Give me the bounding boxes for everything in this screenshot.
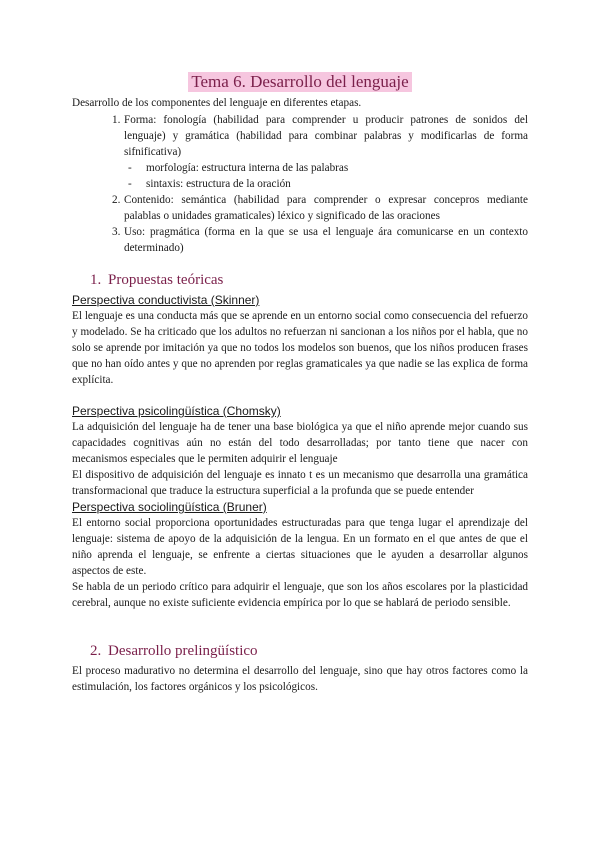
component-text: Forma: fonología (habilidad para comprender u producir patrones de sonidos del lenguaje) y gramática (habilidad para combinar palabras y modificarlas de forma sifnificativa) [124, 114, 528, 158]
list-number: 2. [112, 194, 121, 206]
component-text: Contenido: semántica (habilidad para comprender o expresar concepros mediante palablas o unidades gramaticales) léxico y significado de las oraciones [124, 194, 528, 222]
section-title: Propuestas teóricas [108, 272, 224, 288]
component-item-form [72, 112, 528, 192]
paragraph-bruner-2: Se habla de un periodo crítico para adquirir el lenguaje, que son los años escolares por la plasticidad cerebral, aunque no existe suficiente evidencia empírica por lo que se hablará de periodo sensible. [72, 581, 528, 609]
sublist-text: sintaxis: estructura de la oración [146, 178, 291, 190]
document-title: Tema 6. Desarrollo del lenguaje [188, 72, 411, 92]
form-sublist [72, 160, 528, 192]
section-heading-prelinguistic [72, 641, 528, 661]
sublist-text: morfología: estructura interna de las palabras [146, 162, 349, 174]
intro-paragraph: Desarrollo de los componentes del lenguaje en diferentes etapas. [72, 97, 362, 109]
section-heading-theories [72, 270, 528, 290]
document-page [72, 72, 528, 695]
subheading-skinner: Perspectiva conductivista (Skinner) [72, 293, 260, 307]
subheading-bruner: Perspectiva sociolingüística (Bruner) [72, 500, 267, 514]
paragraph-prelinguistic: El proceso madurativo no determina el desarrollo del lenguaje, sino que hay otros factores como la estimulación, los factores orgánicos y los psicológicos. [72, 665, 528, 693]
paragraph-chomsky-2: El dispositivo de adquisición del lenguaje es innato t es un mecanismo que desarrolla una gramática transformacional que traduce la estructura superficial a la profunda que se puede entender [72, 469, 528, 497]
component-item-content [72, 192, 528, 224]
components-list [72, 112, 528, 256]
dash-bullet: - [128, 162, 132, 174]
paragraph-skinner: El lenguaje es una conducta más que se aprende en un entorno social como consecuencia del refuerzo y modelado. Se ha criticado que los adultos no refuerzan ni sancionan a los niños por el habla, que no solo se aprende por imitación ya que no todos los modelos son buenos, que los niños producen frases que no han oído antes y que no aprenden por reglas gramaticales ya que nadie se las explica de forma explícita. [72, 310, 528, 386]
dash-bullet: - [128, 178, 132, 190]
sublist-item-syntax [72, 176, 528, 192]
list-number: 3. [112, 226, 121, 238]
component-text: Uso: pragmática (forma en la que se usa el lenguaje ára comunicarse en un contexto determinado) [124, 226, 528, 254]
title-wrapper [72, 72, 528, 92]
subheading-chomsky: Perspectiva psicolingüística (Chomsky) [72, 404, 281, 418]
list-number: 1. [112, 114, 121, 126]
paragraph-chomsky-1: La adquisición del lenguaje ha de tener una base biológica ya que el niño aprende mejor cuando sus capacidades cognitivas aún no están del todo desarrolladas; por tanto tiene que nacer con mecanismos especiales que le permiten adquirir el lenguaje [72, 421, 528, 465]
component-item-use [72, 224, 528, 256]
paragraph-bruner-1: El entorno social proporciona oportunidades estructuradas para que tenga lugar el aprendizaje del lenguaje: sistema de apoyo de la adquisición de la lengua. En un formato en el que antes de que el niño aprenda el lenguaje, se enfrente a ciertas situaciones que le ayuden a desarrollar algunos aspectos de este. [72, 517, 528, 577]
spacer [72, 388, 528, 403]
section-number: 2. [90, 643, 102, 659]
sublist-item-morphology [72, 160, 528, 176]
section-number: 1. [90, 272, 102, 288]
section-title: Desarrollo prelingüístico [108, 643, 258, 659]
